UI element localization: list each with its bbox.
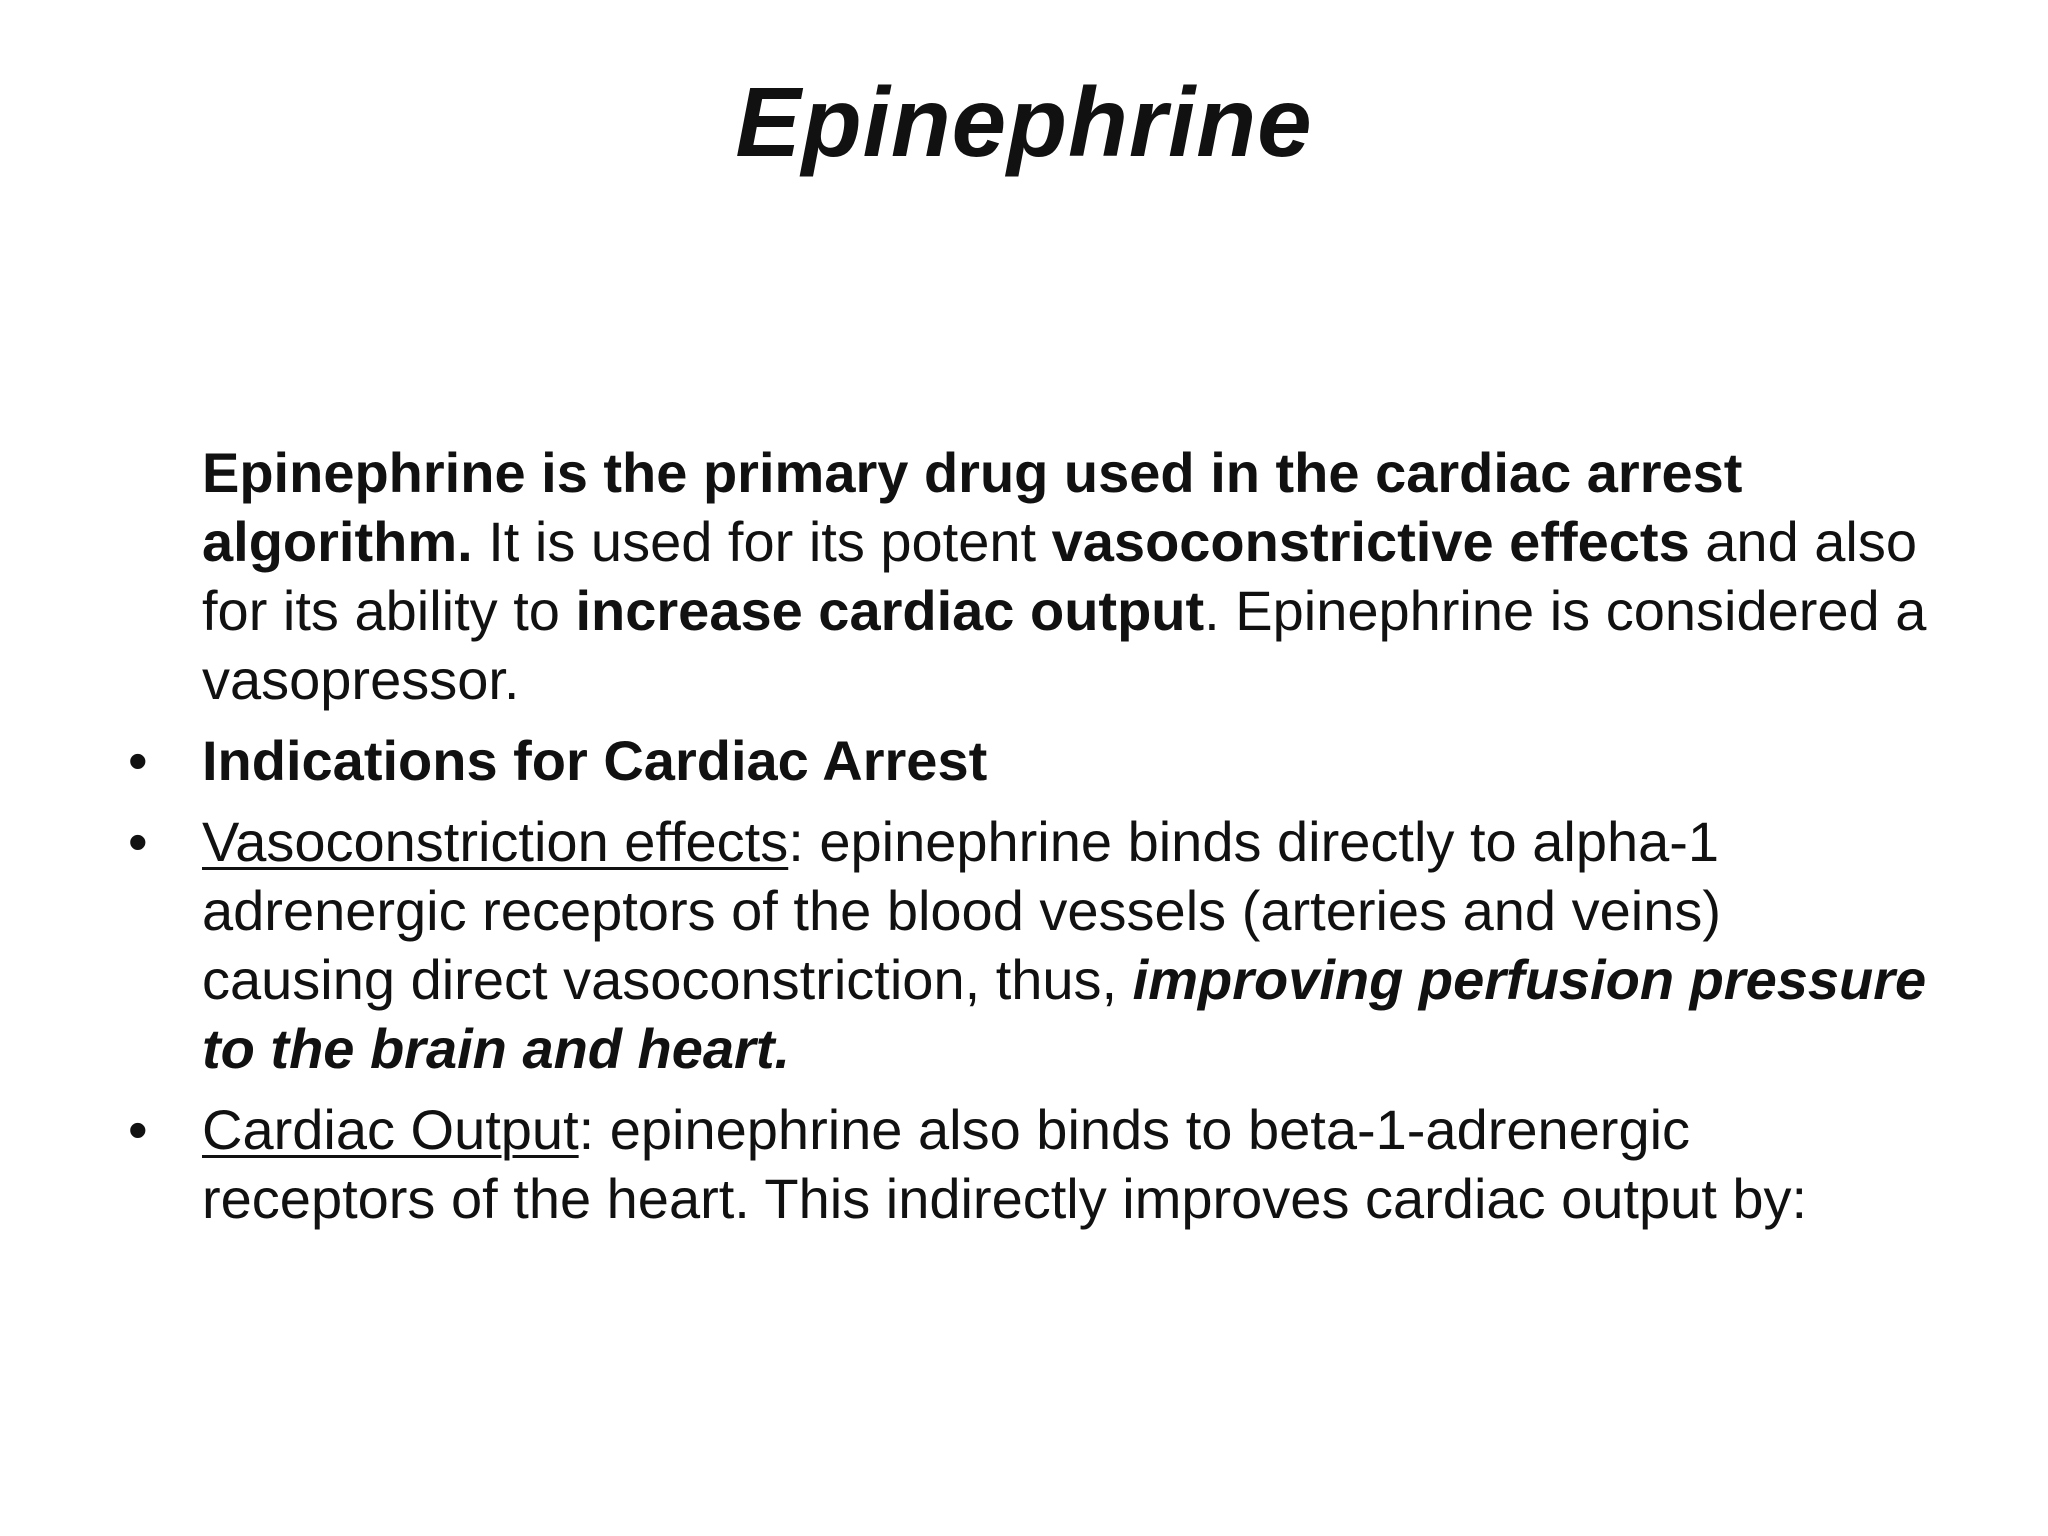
bullet-text: : epinephrine binds directly to alpha-1 adrenergic receptors of the blood vessels (arteries and veins) causing direct vasoconstriction, thus, — [202, 810, 1721, 1011]
intro-paragraph — [128, 438, 1928, 714]
bullet-indications — [128, 726, 1928, 795]
slide-title: Epinephrine — [735, 67, 1313, 177]
intro-bold-lead: Epinephrine is the primary drug used in the cardiac arrest algorithm. — [202, 441, 1743, 573]
bullet-vasoconstriction — [128, 807, 1928, 1083]
bullet-marker: • — [128, 810, 148, 873]
bullet-heading: Indications for Cardiac Arrest — [202, 729, 988, 792]
bullet-marker: • — [128, 729, 148, 792]
bullet-marker: • — [128, 1098, 148, 1161]
bullet-text: : epinephrine also binds to beta-1-adrenergic receptors of the heart. This indirectly improves cardiac output by: — [202, 1098, 1808, 1230]
bullet-list — [128, 726, 1928, 1233]
intro-bold-cardiac-output: increase cardiac output — [575, 579, 1205, 642]
intro-text-1: It is used for its potent — [472, 510, 1052, 573]
intro-text-3: . Epinephrine is considered a vasopressor. — [202, 579, 1927, 711]
bullet-cardiac-output — [128, 1095, 1928, 1233]
bullet-bold-italic: improving perfusion pressure to the brain and heart. — [202, 948, 1927, 1080]
intro-text-2: and also for its ability to — [202, 510, 1917, 642]
bullet-underlined-term: Vasoconstriction effects — [202, 810, 789, 873]
bullet-underlined-term: Cardiac Output — [202, 1098, 579, 1161]
intro-bold-vasoconstrictive: vasoconstrictive effects — [1051, 510, 1690, 573]
slide-content — [128, 438, 1928, 1233]
